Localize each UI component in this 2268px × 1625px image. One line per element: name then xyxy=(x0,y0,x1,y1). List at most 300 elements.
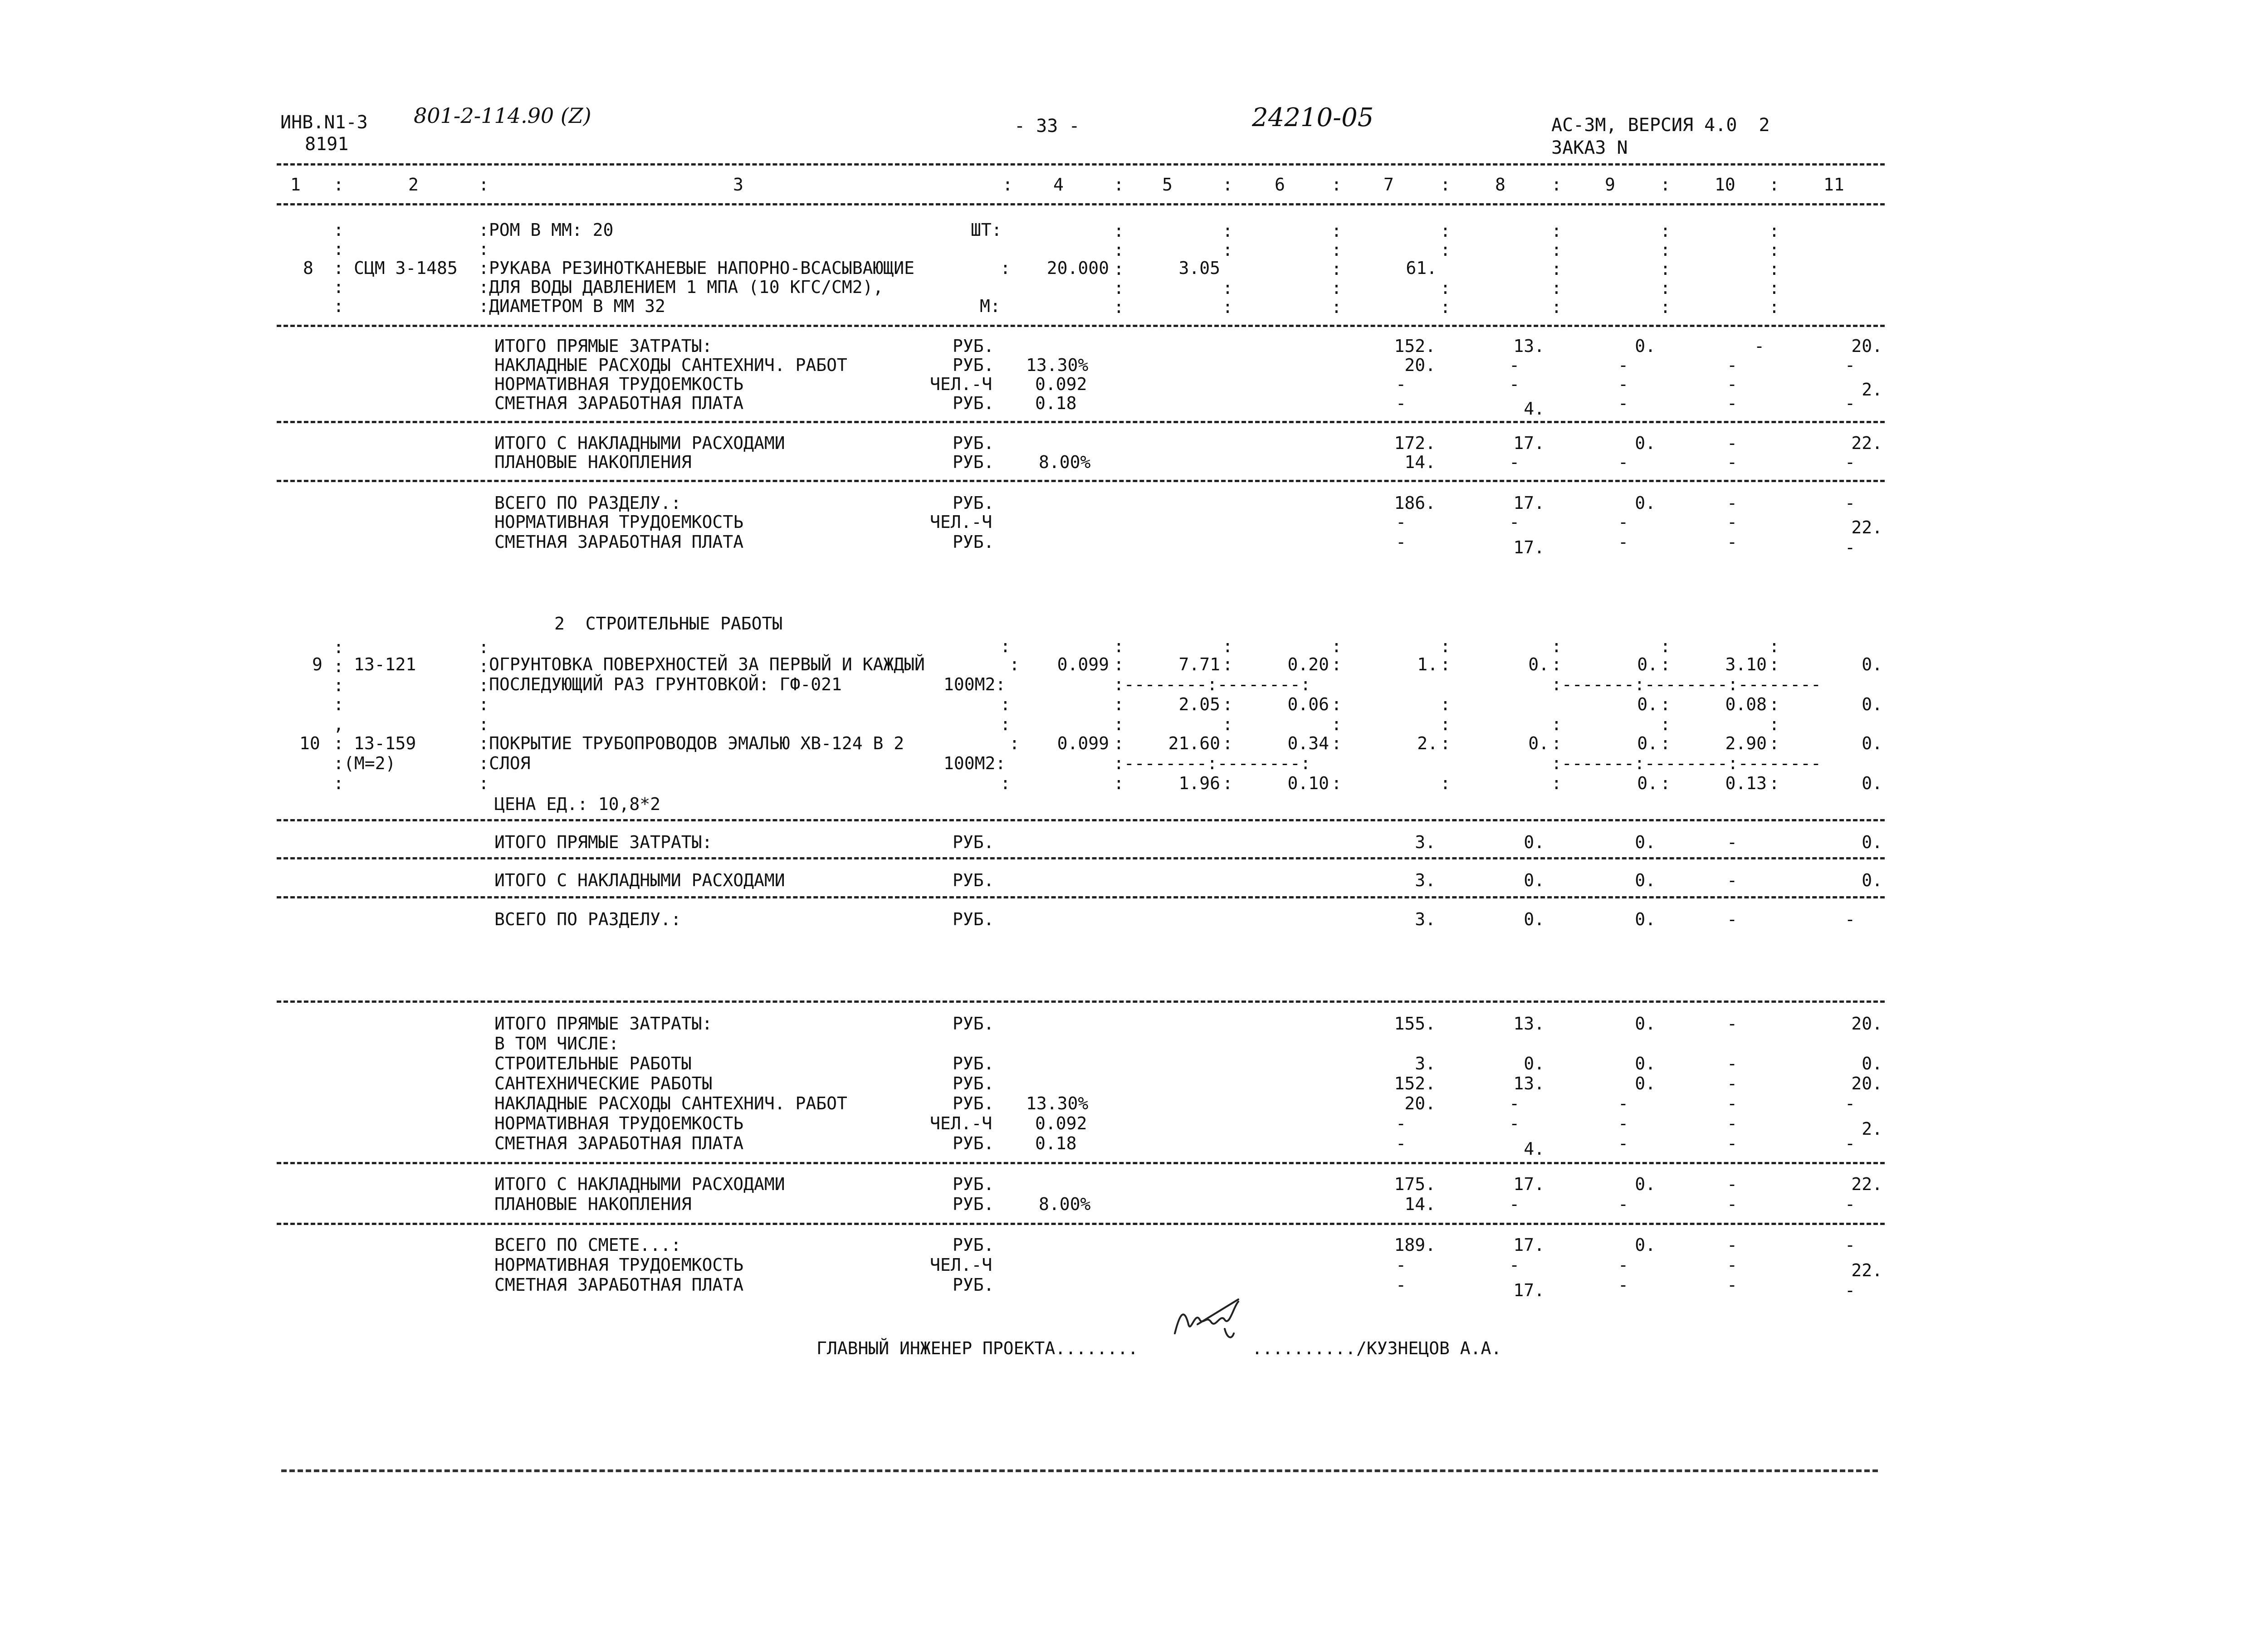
row-separator: : xyxy=(479,258,489,278)
row-separator: : xyxy=(1440,733,1451,753)
s1-with-overhead-unit: РУБ. xyxy=(953,433,994,453)
col-separator: : xyxy=(1114,175,1124,195)
section-rule xyxy=(277,819,1885,821)
col-colons: : : : : : xyxy=(1331,221,1342,317)
grand-total-labor-label: НОРМАТИВНАЯ ТРУДОЕМКОСТЬ xyxy=(494,1255,744,1275)
s2-direct-c9: 0. xyxy=(1635,832,1656,852)
row-separator: : xyxy=(1114,714,1124,734)
grand-total-unit: РУБ. xyxy=(953,1235,994,1255)
col-10: 10 xyxy=(1715,175,1735,195)
row-separator: : xyxy=(1222,714,1233,734)
grand-direct-c8: 13. xyxy=(1513,1014,1545,1034)
s2-total-unit: РУБ. xyxy=(953,909,994,929)
grand-total-labor-c7: - xyxy=(1396,1255,1406,1275)
row-separator: : xyxy=(333,753,344,773)
s2-with-overhead-c8: 0. xyxy=(1524,870,1545,890)
col-4: 4 xyxy=(1053,175,1064,195)
col-colons: : xyxy=(1222,636,1233,656)
item10-c9: 0. xyxy=(1637,733,1658,753)
grand-labor-c9: - xyxy=(1618,1113,1628,1133)
col-colons: : : : : : xyxy=(1551,221,1562,317)
grand-construction-c11: 0. xyxy=(1862,1054,1882,1074)
item8-num: 8 xyxy=(303,258,313,278)
s2-total-c8: 0. xyxy=(1524,909,1545,929)
grand-savings-label: ПЛАНОВЫЕ НАКОПЛЕНИЯ xyxy=(494,1194,692,1214)
col-separator: : xyxy=(1551,175,1562,195)
item8-price: 3.05 xyxy=(1178,258,1220,278)
s1-overhead-pct: 13.30% xyxy=(1026,355,1089,375)
s1-savings-unit: РУБ. xyxy=(953,452,994,472)
item10-name-2: СЛОЯ xyxy=(489,753,531,773)
col-separator: : xyxy=(333,175,344,195)
grand-labor-c10: - xyxy=(1727,1113,1737,1133)
item10-price-note: ЦЕНА ЕД.: 10,8*2 xyxy=(494,794,661,814)
s1-total-labor-label: НОРМАТИВНАЯ ТРУДОЕМКОСТЬ xyxy=(494,512,744,532)
row-separator: : xyxy=(1000,773,1011,793)
row-separator: : xyxy=(333,258,344,278)
s1-savings-label: ПЛАНОВЫЕ НАКОПЛЕНИЯ xyxy=(494,452,692,472)
grand-wage-c11: - xyxy=(1845,1133,1855,1153)
handwritten-signature-icon xyxy=(1170,1297,1247,1347)
row-separator: : xyxy=(333,733,344,753)
s1-total-labor-c7: - xyxy=(1396,512,1406,532)
grand-savings-c9: - xyxy=(1618,1194,1628,1214)
s1-overhead-c10: - xyxy=(1727,355,1737,375)
row-separator: : xyxy=(1114,733,1124,753)
row-separator: : xyxy=(333,277,344,297)
s1-total-labor-c9: - xyxy=(1618,512,1628,532)
grand-incl-label: В ТОМ ЧИСЛЕ: xyxy=(494,1034,619,1054)
s2-with-overhead-c9: 0. xyxy=(1635,870,1656,890)
grand-labor-unit: ЧЕЛ.-Ч xyxy=(930,1113,992,1133)
item8-name-2: ДЛЯ ВОДЫ ДАВЛЕНИЕМ 1 МПА (10 КГС/СМ2), xyxy=(489,277,884,297)
grand-labor-pct: 0.092 xyxy=(1035,1113,1087,1133)
project-code: 801-2-114.90 (Z) xyxy=(414,103,591,128)
section-rule xyxy=(277,1000,1885,1003)
s1-with-overhead-c9: 0. xyxy=(1635,433,1656,453)
s1-total-wage-unit: РУБ. xyxy=(953,532,994,552)
section-rule xyxy=(277,1162,1885,1164)
signature-name: /КУЗНЕЦОВ А.А. xyxy=(1356,1338,1502,1358)
s1-overhead-unit: РУБ. xyxy=(953,355,994,375)
row-separator: : xyxy=(333,296,344,316)
item10-c8: 0. xyxy=(1528,733,1549,753)
item10-c6: 0.34 xyxy=(1287,733,1329,753)
s1-wage-c8: 4. xyxy=(1524,399,1545,419)
col-colons: : : : : : xyxy=(1660,221,1671,317)
s2-with-overhead-c10: - xyxy=(1727,870,1737,890)
grand-wage-pct: 0.18 xyxy=(1035,1133,1077,1153)
grand-total-label: ВСЕГО ПО СМЕТЕ...: xyxy=(494,1235,681,1255)
item10-sub-c9: 0. xyxy=(1637,773,1658,793)
row-separator: : xyxy=(333,220,344,240)
grand-labor-c8: - xyxy=(1509,1113,1520,1133)
s1-direct-label: ИТОГО ПРЯМЫЕ ЗАТРАТЫ: xyxy=(494,336,713,356)
col-separator: : xyxy=(1440,175,1451,195)
s1-labor-c7: - xyxy=(1396,374,1406,394)
item10-num: 10 xyxy=(299,733,320,753)
signature-dots: .......... xyxy=(1252,1338,1356,1358)
bottom-dashed-line xyxy=(281,1469,1878,1472)
grand-overhead-label: НАКЛАДНЫЕ РАСХОДЫ САНТЕХНИЧ. РАБОТ xyxy=(494,1093,847,1113)
item8-unit: М: xyxy=(980,296,1001,316)
s1-direct-c11: 20. xyxy=(1851,336,1882,356)
s1-overhead-c11: - xyxy=(1845,355,1855,375)
item9-sub-c10: 0.08 xyxy=(1725,694,1767,714)
grand-labor-label: НОРМАТИВНАЯ ТРУДОЕМКОСТЬ xyxy=(494,1113,744,1133)
grand-with-overhead-c8: 17. xyxy=(1513,1174,1545,1194)
grand-construction-c10: - xyxy=(1727,1054,1737,1074)
col-colons: : xyxy=(1660,636,1671,656)
page-number: - 33 - xyxy=(1014,116,1080,137)
s1-total-labor-unit: ЧЕЛ.-Ч xyxy=(930,512,992,532)
s1-total-c7: 186. xyxy=(1394,493,1436,513)
row-separator: : xyxy=(479,714,489,734)
col-colons: : xyxy=(1551,636,1562,656)
item8-name-1: РУКАВА РЕЗИНОТКАНЕВЫЕ НАПОРНО-ВСАСЫВАЮЩИЕ xyxy=(489,258,914,278)
item9-c5: 7.71 xyxy=(1178,654,1220,674)
row-separator: : xyxy=(479,239,489,259)
grand-overhead-pct: 13.30% xyxy=(1026,1093,1089,1113)
row-separator: : xyxy=(1440,773,1451,793)
s1-total-wage-c10: - xyxy=(1727,532,1737,552)
row-separator: : xyxy=(1551,714,1562,734)
header-rule-bottom xyxy=(277,203,1885,205)
row-separator: : xyxy=(1331,654,1342,674)
col-5: 5 xyxy=(1162,175,1173,195)
item10-sub-c6: 0.10 xyxy=(1287,773,1329,793)
item9-c8: 0. xyxy=(1528,654,1549,674)
col-9: 9 xyxy=(1605,175,1615,195)
grand-sanitary-c9: 0. xyxy=(1635,1074,1656,1093)
item10-c7: 2. xyxy=(1417,733,1438,753)
item10-unit: 100М2: xyxy=(943,753,1006,773)
col-8: 8 xyxy=(1495,175,1505,195)
grand-wage-c7: - xyxy=(1396,1133,1406,1153)
row-separator: : xyxy=(1000,714,1011,734)
row-separator: : xyxy=(1009,654,1020,674)
s2-total-c11: - xyxy=(1845,909,1855,929)
s2-total-c10: - xyxy=(1727,909,1737,929)
s2-direct-label: ИТОГО ПРЯМЫЕ ЗАТРАТЫ: xyxy=(494,832,713,852)
grand-total-wage-c7: - xyxy=(1396,1275,1406,1295)
s1-total-c9: 0. xyxy=(1635,493,1656,513)
row-separator: : xyxy=(1222,654,1233,674)
item10-subrule-a: :--------:--------: xyxy=(1114,753,1311,773)
s1-savings-c10: - xyxy=(1727,452,1737,472)
item9-subrule-b: :-------:--------:-------- xyxy=(1551,674,1821,694)
s1-with-overhead-c10: - xyxy=(1727,433,1737,453)
s1-labor-c11: 2. xyxy=(1862,380,1882,400)
row-separator: : xyxy=(1551,773,1562,793)
col-colons: : xyxy=(1331,636,1342,656)
s1-with-overhead-c8: 17. xyxy=(1513,433,1545,453)
program-version: АС-3М, ВЕРСИЯ 4.0 2 xyxy=(1551,115,1770,136)
s1-labor-c10: - xyxy=(1727,374,1737,394)
grand-savings-c7: 14. xyxy=(1404,1194,1436,1214)
grand-wage-c9: - xyxy=(1618,1133,1628,1153)
grand-savings-c10: - xyxy=(1727,1194,1737,1214)
grand-sanitary-c11: 20. xyxy=(1851,1074,1882,1093)
section-rule xyxy=(277,480,1885,482)
grand-sanitary-c10: - xyxy=(1727,1074,1737,1093)
s2-with-overhead-c7: 3. xyxy=(1415,870,1436,890)
s1-total-wage-c9: - xyxy=(1618,532,1628,552)
s1-direct-c8: 13. xyxy=(1513,336,1545,356)
row-separator: : xyxy=(333,773,344,793)
item9-name-1: ОГРУНТОВКА ПОВЕРХНОСТЕЙ ЗА ПЕРВЫЙ И КАЖДЫЙ xyxy=(489,654,925,674)
s2-total-c9: 0. xyxy=(1635,909,1656,929)
item9-qty: 0.099 xyxy=(1057,654,1109,674)
s2-direct-c8: 0. xyxy=(1524,832,1545,852)
grand-savings-unit: РУБ. xyxy=(953,1194,994,1214)
item9-code: 13-121 xyxy=(354,654,416,674)
grand-direct-unit: РУБ. xyxy=(953,1014,994,1034)
s1-total-c11: - xyxy=(1845,493,1855,513)
row-separator: : xyxy=(1222,694,1233,714)
col-colons: : : : : : xyxy=(1114,221,1124,317)
grand-overhead-c7: 20. xyxy=(1404,1093,1436,1113)
s1-savings-c8: - xyxy=(1509,452,1520,472)
grand-with-overhead-c7: 175. xyxy=(1394,1174,1436,1194)
col-colons: : : : : xyxy=(1222,221,1233,317)
grand-labor-c7: - xyxy=(1396,1113,1406,1133)
grand-construction-c9: 0. xyxy=(1635,1054,1656,1074)
grand-savings-pct: 8.00% xyxy=(1039,1194,1091,1214)
item10-c10: 2.90 xyxy=(1725,733,1767,753)
grand-total-wage-c10: - xyxy=(1727,1275,1737,1295)
row-separator: : xyxy=(1009,733,1020,753)
row-separator: : xyxy=(1769,714,1779,734)
s1-savings-pct: 8.00% xyxy=(1039,452,1091,472)
col-separator: : xyxy=(1002,175,1013,195)
s1-overhead-c8: - xyxy=(1509,355,1520,375)
section-rule xyxy=(277,325,1885,327)
s1-direct-c7: 152. xyxy=(1394,336,1436,356)
row-separator: : xyxy=(1769,773,1779,793)
col-separator: : xyxy=(1660,175,1671,195)
signature-title: ГЛАВНЫЙ ИНЖЕНЕР ПРОЕКТА........ xyxy=(816,1338,1139,1358)
s1-with-overhead-label: ИТОГО С НАКЛАДНЫМИ РАСХОДАМИ xyxy=(494,433,785,453)
grand-direct-c10: - xyxy=(1727,1014,1737,1034)
s1-total-c10: - xyxy=(1727,493,1737,513)
item8-name-3: ДИАМЕТРОМ В ММ 32 xyxy=(489,296,665,316)
row-separator: : xyxy=(1440,694,1451,714)
order-label: ЗАКАЗ N xyxy=(1551,137,1628,158)
item9-num: 9 xyxy=(312,654,323,674)
section-rule xyxy=(277,896,1885,898)
order-code: 24210-05 xyxy=(1252,103,1374,132)
row-separator: : xyxy=(1660,654,1671,674)
inv-label: ИНВ.N1-3 xyxy=(280,112,368,133)
item9-subrule-a: :--------:--------: xyxy=(1114,674,1311,694)
col-colons: : : : : xyxy=(1440,221,1451,317)
grand-labor-c11: 2. xyxy=(1862,1119,1882,1139)
grand-construction-c8: 0. xyxy=(1524,1054,1545,1074)
row-separator: : xyxy=(1000,694,1011,714)
row-separator: : xyxy=(1551,654,1562,674)
item10-c11: 0. xyxy=(1862,733,1882,753)
item10-qty: 0.099 xyxy=(1057,733,1109,753)
grand-with-overhead-c11: 22. xyxy=(1851,1174,1882,1194)
grand-overhead-c11: - xyxy=(1845,1093,1855,1113)
row-separator: : xyxy=(479,296,489,316)
row-separator: : xyxy=(1440,654,1451,674)
col-6: 6 xyxy=(1275,175,1285,195)
grand-direct-c7: 155. xyxy=(1394,1014,1436,1034)
col-colons: : xyxy=(1440,636,1451,656)
col-7: 7 xyxy=(1383,175,1394,195)
row-separator: : xyxy=(1331,773,1342,793)
col-colons: : xyxy=(1114,636,1124,656)
s1-total-labor-c8: - xyxy=(1509,512,1520,532)
s2-total-c7: 3. xyxy=(1415,909,1436,929)
grand-total-wage-c8: 17. xyxy=(1513,1280,1545,1300)
row-separator: : xyxy=(1769,694,1779,714)
s1-total-labor-c10: - xyxy=(1727,512,1737,532)
grand-overhead-unit: РУБ. xyxy=(953,1093,994,1113)
item8-qty: 20.000 xyxy=(1046,258,1109,278)
item9-sub-c9: 0. xyxy=(1637,694,1658,714)
s1-with-overhead-c11: 22. xyxy=(1851,433,1882,453)
grand-total-labor-c8: - xyxy=(1509,1255,1520,1275)
item10-subrule-b: :-------:--------:-------- xyxy=(1551,753,1821,773)
s1-total-wage-c11: - xyxy=(1845,537,1855,557)
s2-direct-unit: РУБ. xyxy=(953,832,994,852)
s1-wage-c9: - xyxy=(1618,393,1628,413)
s1-labor-c9: - xyxy=(1618,374,1628,394)
grand-sanitary-c7: 152. xyxy=(1394,1074,1436,1093)
s2-direct-c10: - xyxy=(1727,832,1737,852)
row-separator: : xyxy=(1551,733,1562,753)
row-separator: : xyxy=(1440,714,1451,734)
grand-with-overhead-unit: РУБ. xyxy=(953,1174,994,1194)
s1-labor-pct: 0.092 xyxy=(1035,374,1087,394)
s2-total-label: ВСЕГО ПО РАЗДЕЛУ.: xyxy=(494,909,681,929)
item9-name-2: ПОСЛЕДУЮЩИЙ РАЗ ГРУНТОВКОЙ: ГФ-021 xyxy=(489,674,842,694)
row-separator: : xyxy=(479,733,489,753)
item10-sub-c10: 0.13 xyxy=(1725,773,1767,793)
row-separator: : xyxy=(1114,773,1124,793)
grand-total-labor-c9: - xyxy=(1618,1255,1628,1275)
s1-labor-c8: - xyxy=(1509,374,1520,394)
row-separator: : xyxy=(1114,654,1124,674)
row-separator: : xyxy=(1769,654,1779,674)
col-1: 1 xyxy=(290,175,301,195)
grand-total-labor-c10: - xyxy=(1727,1255,1737,1275)
grand-sanitary-unit: РУБ. xyxy=(953,1074,994,1093)
grand-total-wage-label: СМЕТНАЯ ЗАРАБОТНАЯ ПЛАТА xyxy=(494,1275,744,1295)
grand-direct-c9: 0. xyxy=(1635,1014,1656,1034)
col-3: 3 xyxy=(733,175,743,195)
s2-direct-c7: 3. xyxy=(1415,832,1436,852)
grand-total-c8: 17. xyxy=(1513,1235,1545,1255)
item9-sub-c11: 0. xyxy=(1862,694,1882,714)
s1-labor-unit: ЧЕЛ.-Ч xyxy=(930,374,992,394)
row-separator: : xyxy=(1660,773,1671,793)
item9-c9: 0. xyxy=(1637,654,1658,674)
grand-direct-c11: 20. xyxy=(1851,1014,1882,1034)
item9-c10: 3.10 xyxy=(1725,654,1767,674)
grand-overhead-c10: - xyxy=(1727,1093,1737,1113)
s1-total-wage-label: СМЕТНАЯ ЗАРАБОТНАЯ ПЛАТА xyxy=(494,532,744,552)
row-separator: , xyxy=(333,714,344,734)
s1-wage-label: СМЕТНАЯ ЗАРАБОТНАЯ ПЛАТА xyxy=(494,393,744,413)
s1-total-unit: РУБ. xyxy=(953,493,994,513)
section-rule xyxy=(277,1223,1885,1225)
grand-total-c10: - xyxy=(1727,1235,1737,1255)
row-separator: : xyxy=(333,239,344,259)
grand-with-overhead-label: ИТОГО С НАКЛАДНЫМИ РАСХОДАМИ xyxy=(494,1174,785,1194)
item9-c11: 0. xyxy=(1862,654,1882,674)
s1-overhead-c9: - xyxy=(1618,355,1628,375)
row-separator: : xyxy=(1331,694,1342,714)
item9-unit: 100М2: xyxy=(943,674,1006,694)
col-colons: : xyxy=(1769,636,1779,656)
col-2: 2 xyxy=(408,175,419,195)
section-rule xyxy=(277,421,1885,423)
grand-with-overhead-c9: 0. xyxy=(1635,1174,1656,1194)
col-separator: : xyxy=(1331,175,1342,195)
s1-overhead-label: НАКЛАДНЫЕ РАСХОДЫ САНТЕХНИЧ. РАБОТ xyxy=(494,355,847,375)
grand-total-wage-c9: - xyxy=(1618,1275,1628,1295)
s1-wage-pct: 0.18 xyxy=(1035,393,1077,413)
grand-wage-c10: - xyxy=(1727,1133,1737,1153)
row-separator: : xyxy=(1331,733,1342,753)
grand-construction-label: СТРОИТЕЛЬНЫЕ РАБОТЫ xyxy=(494,1054,692,1074)
inv-number: 8191 xyxy=(305,134,349,155)
grand-wage-label: СМЕТНАЯ ЗАРАБОТНАЯ ПЛАТА xyxy=(494,1133,744,1153)
row-separator: : xyxy=(479,753,489,773)
s2-with-overhead-c11: 0. xyxy=(1862,870,1882,890)
s1-direct-c10: - xyxy=(1754,336,1765,356)
item9-c6: 0.20 xyxy=(1287,654,1329,674)
s1-wage-unit: РУБ. xyxy=(953,393,994,413)
s1-total-c8: 17. xyxy=(1513,493,1545,513)
col-colons: : : : : : xyxy=(1769,221,1779,317)
s2-with-overhead-label: ИТОГО С НАКЛАДНЫМИ РАСХОДАМИ xyxy=(494,870,785,890)
item9-sub-c6: 0.06 xyxy=(1287,694,1329,714)
grand-construction-c7: 3. xyxy=(1415,1054,1436,1074)
grand-total-wage-unit: РУБ. xyxy=(953,1275,994,1295)
header-rule-top xyxy=(277,163,1885,166)
item10-name-1: ПОКРЫТИЕ ТРУБОПРОВОДОВ ЭМАЛЬЮ ХВ-124 В 2 xyxy=(489,733,904,753)
grand-construction-unit: РУБ. xyxy=(953,1054,994,1074)
s1-wage-c10: - xyxy=(1727,393,1737,413)
grand-total-labor-c11: 22. xyxy=(1851,1260,1882,1280)
grand-with-overhead-c10: - xyxy=(1727,1174,1737,1194)
item8-code: СЦМ 3-1485 xyxy=(354,258,458,278)
row-separator: : xyxy=(1222,773,1233,793)
col-colons: : : : : xyxy=(479,637,489,714)
s1-wage-c7: - xyxy=(1396,393,1406,413)
grand-total-c7: 189. xyxy=(1394,1235,1436,1255)
s1-savings-c11: - xyxy=(1845,452,1855,472)
grand-savings-c11: - xyxy=(1845,1194,1855,1214)
col-colons: : xyxy=(1000,636,1011,656)
item10-sub-c11: 0. xyxy=(1862,773,1882,793)
row-separator: : xyxy=(479,773,489,793)
row-separator: : xyxy=(1000,258,1011,278)
row-separator: : xyxy=(1660,733,1671,753)
item9-c7: 1. xyxy=(1417,654,1438,674)
row-separator: : xyxy=(1222,733,1233,753)
grand-direct-label: ИТОГО ПРЯМЫЕ ЗАТРАТЫ: xyxy=(494,1014,713,1034)
s1-total-labor-c11: 22. xyxy=(1851,517,1882,537)
grand-total-labor-unit: ЧЕЛ.-Ч xyxy=(930,1255,992,1275)
col-separator: : xyxy=(1222,175,1233,195)
item10-code2: (М=2) xyxy=(344,753,396,773)
